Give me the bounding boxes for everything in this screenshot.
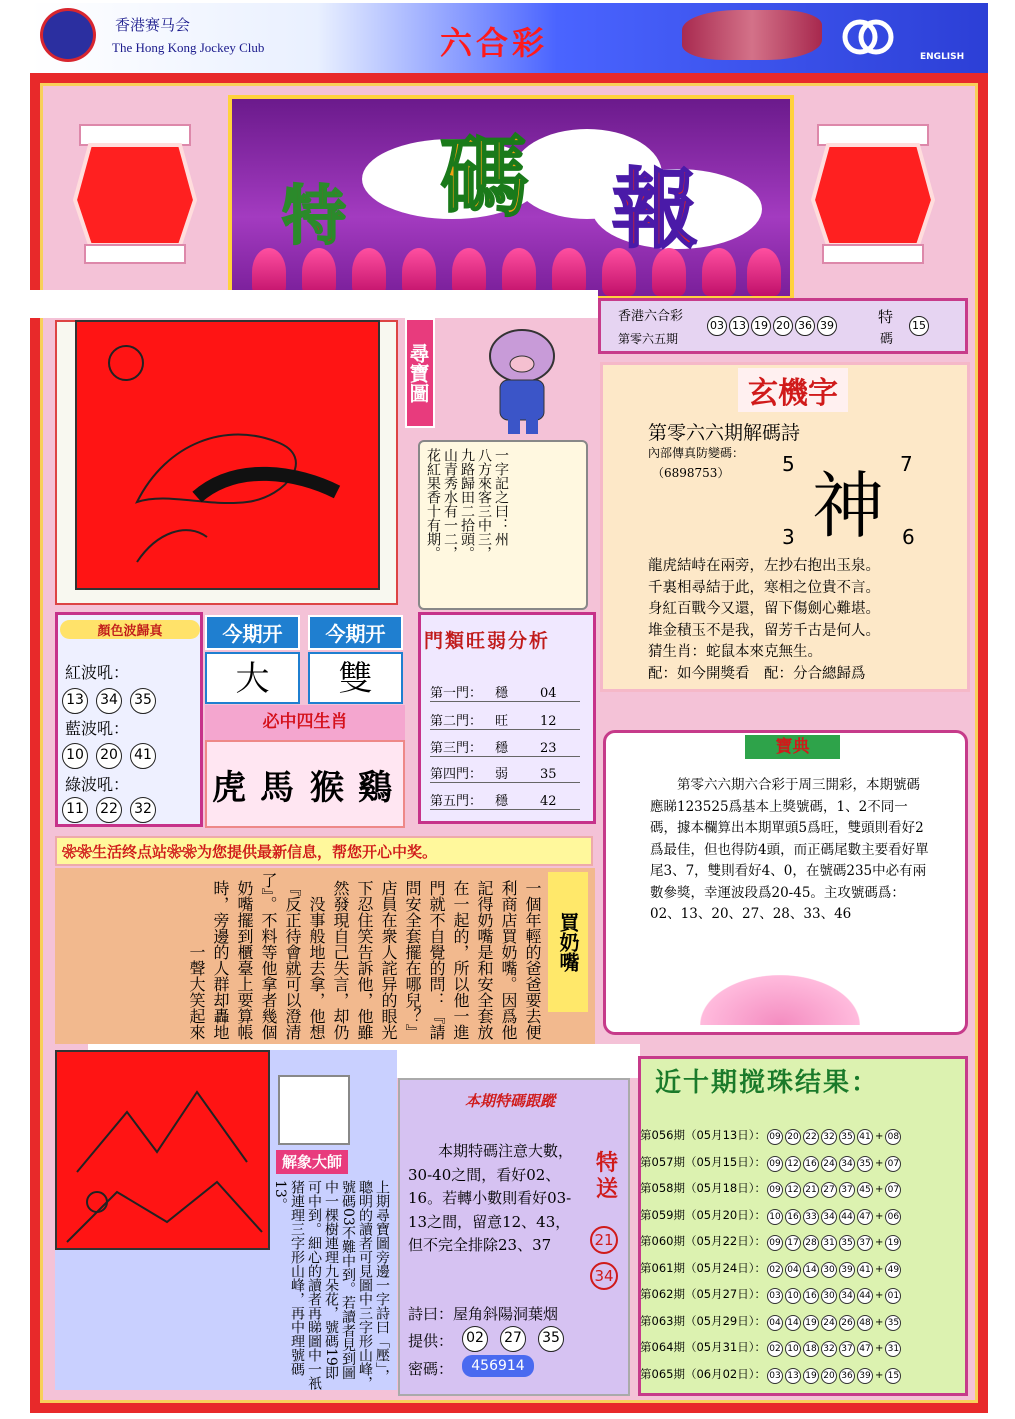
special-gift-ball: 34 (590, 1262, 618, 1290)
result-ball: 36 (795, 316, 815, 336)
special-label-ma: 碼 (880, 332, 894, 347)
list-item: 第060期（05月22日）： 09 17 28 31 35 37 + 19 (640, 1233, 966, 1251)
special-label-te: 特 (878, 308, 894, 326)
list-item: 第061期（05月24日）： 02 04 14 30 39 41 + 49 (640, 1260, 966, 1278)
table-row: 第二門： 旺 12 (430, 710, 580, 730)
recent-special-ball: 06 (885, 1209, 901, 1225)
this-issue-value-2: 雙 (308, 652, 403, 704)
special-gift-ball: 21 (590, 1226, 618, 1254)
recent-ball: 04 (767, 1315, 783, 1331)
recent-ball: 31 (821, 1235, 837, 1251)
zodiac-2: 馬 (260, 768, 294, 808)
recent-ball: 14 (785, 1315, 801, 1331)
mystery-num-br: 6 (902, 525, 915, 549)
list-item: 第065期（06月02日）： 03 13 19 20 36 39 + 15 (640, 1366, 966, 1384)
list-item: 第059期（05月20日）： 10 16 33 34 44 47 + 06 (640, 1207, 966, 1225)
life-station-text: ❀❀生活终点站❀❀为您提供最新信息，帮您开心中奖。 (62, 843, 438, 861)
zodiac-title: 必中四生肖 (205, 705, 405, 740)
category-analysis-title: 門類旺弱分析 (424, 630, 551, 652)
recent-special-ball: 15 (885, 1368, 901, 1384)
recent-ball: 19 (803, 1368, 819, 1384)
recent-row-label: 第058期（05月18日）： (640, 1181, 766, 1195)
special-gift-label: 特送 (595, 1150, 618, 1202)
recent-special-ball: 19 (885, 1235, 901, 1251)
recent-row-label: 第064期（05月31日）： (640, 1340, 766, 1354)
recent-ball: 24 (821, 1156, 837, 1172)
recent-special-ball: 07 (885, 1156, 901, 1172)
recent-ball: 16 (803, 1156, 819, 1172)
banner-char-3: 報 (612, 159, 698, 260)
recent-ball: 09 (767, 1129, 783, 1145)
recent-ball: 30 (821, 1288, 837, 1304)
treasure-book-title: 寶典 (745, 735, 840, 759)
jockey-club-logo (40, 8, 96, 62)
interpretation-text: 上期尋寶圖旁邊一字詩曰「壓」，聰明的讀者可見圖中三字形山峰，號碼03不難中到。若讀者見到圖中一棵樹連理九朵花，號碼19即可中到。細心的讀者再睇圖中一衹猪連理三字形山峰，再中理號碼13。 (272, 1180, 390, 1390)
recent-special-ball: 49 (885, 1262, 901, 1278)
this-issue-head-1: 今期开 (205, 615, 300, 650)
recent-ball: 10 (767, 1209, 783, 1225)
recent-row-label: 第065期（06月02日）： (640, 1366, 766, 1381)
recent-ball: 04 (785, 1262, 801, 1278)
fax-code: （6898753） (652, 466, 730, 480)
recent-ball: 48 (857, 1315, 873, 1331)
recent-ball: 41 (857, 1129, 873, 1145)
green-wave-label: 綠波吼： (65, 775, 130, 794)
rings-icon (838, 18, 898, 56)
recent-ball: 45 (857, 1182, 873, 1198)
interpretation-title: 解象大師 (276, 1150, 348, 1174)
sun-icon (108, 345, 144, 381)
recent-ball: 03 (767, 1368, 783, 1384)
recent-ball: 16 (803, 1288, 819, 1304)
mark-six-title: 六合彩 (440, 24, 549, 62)
treasure-book-text: 第零六六期六合彩于周三開彩，本期號碼應睇123525爲基本上獎號碼，1、2不同一碼，據本欄算出本期單頭5爲旺，雙頭則看好2爲最佳，但也得防4頭，而正碼尾數主要看好單尾3、7，雙則看好4、0，在號碼235中必有兩數參獎，幸運波段爲20-45。主攻號碼爲：02、13、20、27、28、33、46 (650, 777, 929, 922)
list-item: 第062期（05月27日）： 03 10 16 30 34 44 + 01 (640, 1286, 966, 1304)
decode-poem-title: 第零六六期解碼詩 (648, 422, 801, 444)
book-icon (278, 1075, 350, 1145)
banner-char-2: 碼 (440, 125, 529, 229)
recent-ball: 34 (821, 1209, 837, 1225)
treasure-poem: 一字記之曰：州 八方來客三中三， 九路歸田二拾頭。 山青秀水有一二， 花紅果香十有期。 (425, 448, 509, 560)
mystery-num-tl: 5 (782, 452, 795, 476)
password-value: 456914 (462, 1355, 534, 1377)
recent-ball: 35 (839, 1129, 855, 1145)
story-title: 買奶嘴 (548, 872, 588, 1012)
table-row: 第一門： 穩 04 (430, 682, 580, 702)
color-wave-title: 顏色波歸真 (60, 620, 200, 639)
recent-special-ball: 01 (885, 1288, 901, 1304)
recent-ball: 16 (785, 1209, 801, 1225)
recent-ball: 34 (839, 1156, 855, 1172)
mystery-num-bl: 3 (782, 525, 795, 549)
mystery-char: 神 (812, 464, 885, 548)
result-label: 香港六合彩 (618, 309, 684, 324)
recent-ball: 44 (857, 1288, 873, 1304)
result-ball: 20 (773, 316, 793, 336)
result-balls (706, 314, 838, 336)
result-ball: 13 (729, 316, 749, 336)
recent-ball: 35 (839, 1235, 855, 1251)
mystery-word-title: 玄機字 (738, 368, 848, 412)
recent-row-label: 第063期（05月29日）： (640, 1313, 766, 1328)
story-text: 一個年輕的爸爸要去便利商店買奶嘴。因爲他記得奶嘴是和安全套放在一起的，所以他一進門就不自覺的問：『請問安全套擺在哪兒？』店員在衆人詫异的眼光下忍住笑告訴他，他雖然發現自己失言，却仍没事般地去拿，他想『反正待會就可以澄清了』。不料等他拿者幾個奶嘴擺到櫃臺上要算帳時，旁邊的人群却轟地一聲大笑起來 (187, 872, 542, 1040)
result-issue: 第零六五期 (618, 332, 679, 346)
recent-row-label: 第056期（05月13日）： (640, 1128, 766, 1142)
list-item: 第063期（05月29日）： 04 14 19 24 26 48 + 35 (640, 1313, 966, 1331)
result-ball: 19 (751, 316, 771, 336)
recent-ball: 12 (785, 1156, 801, 1172)
recent-ball: 47 (857, 1209, 873, 1225)
recent-ball: 14 (803, 1262, 819, 1278)
result-ball: 03 (707, 316, 727, 336)
recent-ball: 22 (803, 1129, 819, 1145)
recent-ball: 27 (821, 1182, 837, 1198)
recent-ball: 34 (839, 1288, 855, 1304)
recent-ball: 21 (803, 1182, 819, 1198)
zodiac-1: 虎 (212, 768, 246, 808)
green-wave-balls: 11 22 32 (62, 797, 164, 823)
recent-special-ball: 08 (885, 1129, 901, 1145)
list-item: 第056期（05月13日）： 09 20 22 32 35 41 + 08 (640, 1127, 966, 1145)
recent-ball: 18 (803, 1341, 819, 1357)
recent-ball: 17 (785, 1235, 801, 1251)
recent-row-label: 第059期（05月20日）： (640, 1207, 766, 1222)
recent-ball: 35 (857, 1156, 873, 1172)
list-item: 第058期（05月18日）： 09 12 21 27 37 45 + 07 (640, 1180, 966, 1198)
blank-overlay-top (30, 290, 598, 318)
recent-ball: 32 (821, 1129, 837, 1145)
recent-ball: 39 (857, 1368, 873, 1384)
special-track-text: 本期特碼注意大數，30-40之間，看好02、16。若轉小數則看好03-13之間，留意12、43，但不完全排除23、37 (408, 1142, 574, 1254)
recent-results-title: 近十期搅珠结果： (655, 1068, 880, 1098)
recent-ball: 02 (767, 1341, 783, 1357)
recent-ball: 37 (839, 1182, 855, 1198)
recent-ball: 30 (821, 1262, 837, 1278)
recent-special-ball: 35 (885, 1315, 901, 1331)
recent-ball: 36 (839, 1368, 855, 1384)
recent-special-ball: 31 (885, 1341, 901, 1357)
recent-special-ball: 07 (885, 1182, 901, 1198)
blue-wave-label: 藍波吼： (65, 719, 130, 738)
lantern-right (808, 115, 938, 275)
result-ball: 39 (817, 316, 837, 336)
recent-ball: 20 (785, 1129, 801, 1145)
recent-ball: 32 (821, 1341, 837, 1357)
table-row: 第三門： 穩 23 (430, 737, 580, 757)
recent-row-label: 第061期（05月24日）： (640, 1260, 766, 1275)
zodiac-4: 鷄 (358, 768, 392, 808)
recent-row-label: 第060期（05月22日）： (640, 1234, 766, 1248)
recent-ball: 37 (839, 1341, 855, 1357)
mystery-num-tr: 7 (900, 452, 913, 476)
recent-row-label: 第062期（05月27日）： (640, 1287, 766, 1301)
special-track-poem: 詩曰：屋角斜陽洞葉烟 (408, 1305, 559, 1323)
recent-ball: 19 (803, 1315, 819, 1331)
lantern-left (70, 115, 200, 275)
special-ball: 15 (908, 314, 930, 336)
blue-wave-balls: 10 20 41 (62, 743, 164, 769)
treasure-map-tag: 尋寶圖 (405, 318, 435, 428)
password-label: 密碼： (408, 1360, 454, 1378)
recent-ball: 26 (839, 1315, 855, 1331)
fax-note: 內部傳真防變碼： (648, 446, 745, 460)
mystery-poem-lines: 龍虎結峙在兩旁，左抄右抱出玉泉。 千裏相尋結于此，寒相之位貴不言。 身紅百戰今又還，留下傷劍心難堪。 堆金積玉不是我，留芳千古是何人。 猜生肖：蛇鼠本來克無生。 配：如今開獎看 配：分合總歸爲 (648, 558, 880, 682)
recent-ball: 10 (785, 1288, 801, 1304)
banner-char-1: 特 (282, 179, 346, 254)
provide-label: 提供： (408, 1332, 454, 1350)
this-issue-value-1: 大 (205, 652, 300, 704)
recent-ball: 39 (839, 1262, 855, 1278)
red-wave-label: 紅波吼： (65, 663, 130, 682)
pig-mascot-icon (460, 318, 580, 438)
recent-ball: 28 (803, 1235, 819, 1251)
horse-racing-image (682, 10, 822, 60)
list-item: 第057期（05月15日）： 09 12 16 24 34 35 + 07 (640, 1154, 966, 1172)
club-name-en: The Hong Kong Jockey Club (112, 40, 265, 55)
this-issue-head-2: 今期开 (308, 615, 403, 650)
recent-ball: 02 (767, 1262, 783, 1278)
recent-ball: 41 (857, 1262, 873, 1278)
recent-ball: 37 (857, 1235, 873, 1251)
red-wave-balls: 13 34 35 (62, 688, 164, 714)
recent-ball: 47 (857, 1341, 873, 1357)
recent-ball: 09 (767, 1182, 783, 1198)
lotus-icon (700, 975, 860, 1025)
recent-ball: 33 (803, 1209, 819, 1225)
recent-row-label: 第057期（05月15日）： (640, 1154, 766, 1169)
recent-ball: 09 (767, 1235, 783, 1251)
provide-balls: 02 27 35 (462, 1326, 576, 1352)
table-row: 第五門： 穩 42 (430, 790, 580, 810)
recent-ball: 03 (767, 1288, 783, 1304)
recent-ball: 24 (821, 1315, 837, 1331)
recent-ball: 09 (767, 1156, 783, 1172)
table-row: 第四門： 弱 35 (430, 763, 580, 783)
zodiac-3: 猴 (310, 768, 344, 808)
recent-ball: 10 (785, 1341, 801, 1357)
recent-ball: 12 (785, 1182, 801, 1198)
recent-ball: 13 (785, 1368, 801, 1384)
english-link[interactable]: ENGLISH (920, 52, 965, 62)
list-item: 第064期（05月31日）： 02 10 18 32 37 47 + 31 (640, 1339, 966, 1357)
recent-ball: 20 (821, 1368, 837, 1384)
club-name-cn: 香港赛马会 (115, 17, 191, 34)
recent-ball: 44 (839, 1209, 855, 1225)
special-track-title: 本期特碼跟蹤 (464, 1092, 555, 1110)
